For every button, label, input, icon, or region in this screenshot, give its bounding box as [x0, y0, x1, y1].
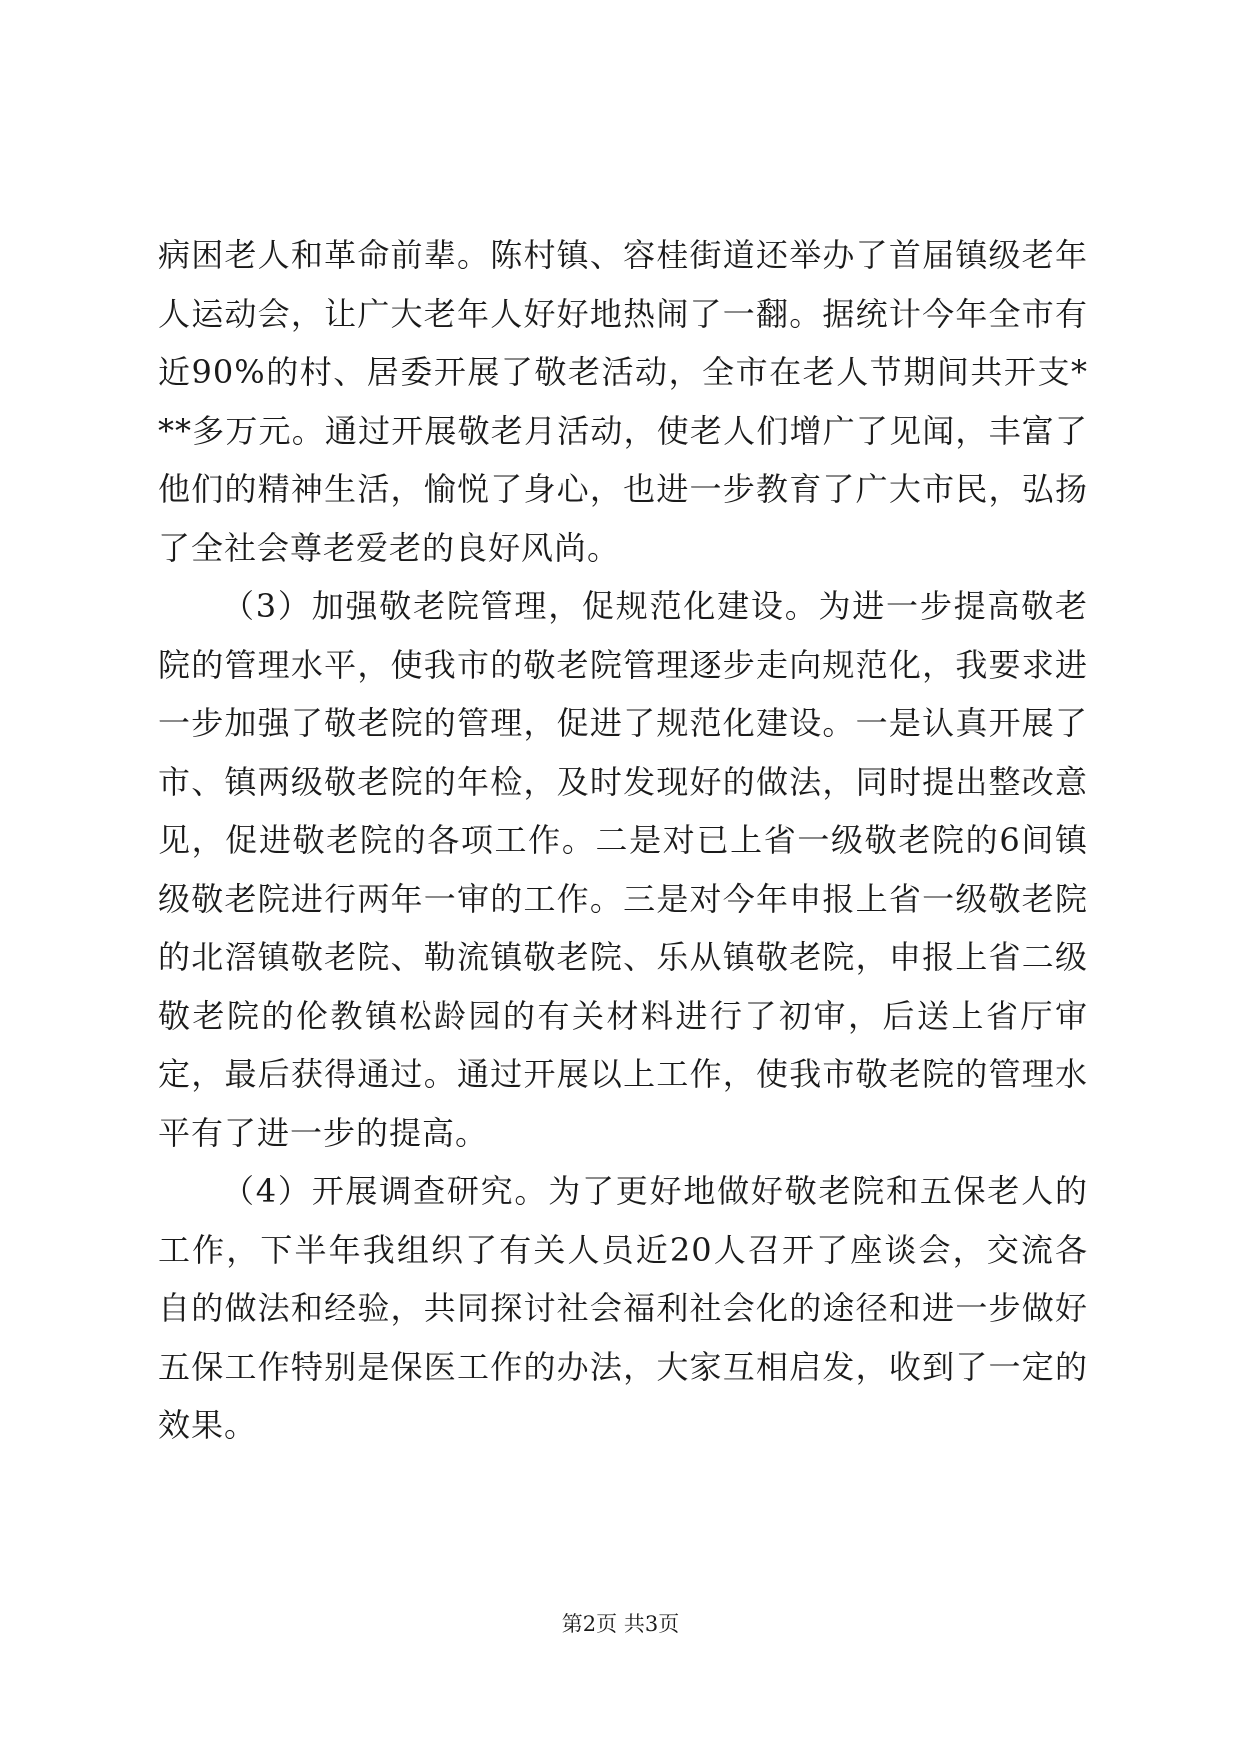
- paragraph-elderly-activities: 病困老人和革命前辈。陈村镇、容桂街道还举办了首届镇级老年人运动会，让广大老年人好好地热闹了一翻。据统计今年全市有近90%的村、居委开展了敬老活动，全市在老人节期间共开支***多万元。通过开展敬老月活动，使老人们增广了见闻，丰富了他们的精神生活，愉悦了身心，也进一步教育了广大市民，弘扬了全社会尊老爱老的良好风尚。: [158, 236, 1088, 567]
- paragraph-research: （4）开展调查研究。为了更好地做好敬老院和五保老人的工作，下半年我组织了有关人员近20人召开了座谈会，交流各自的做法和经验，共同探讨社会福利社会化的途径和进一步做好五保工作特别是保医工作的办法，大家互相启发，收到了一定的效果。: [158, 1172, 1088, 1444]
- document-body: [158, 226, 1088, 1455]
- page-number-footer: 第2页 共3页: [561, 1612, 680, 1636]
- paragraph-nursing-home-management: （3）加强敬老院管理，促规范化建设。为进一步提高敬老院的管理水平，使我市的敬老院管理逐步走向规范化，我要求进一步加强了敬老院的管理，促进了规范化建设。一是认真开展了市、镇两级敬老院的年检，及时发现好的做法，同时提出整改意见，促进敬老院的各项工作。二是对已上省一级敬老院的6间镇级敬老院进行两年一审的工作。三是对今年申报上省一级敬老院的北滘镇敬老院、勒流镇敬老院、乐从镇敬老院，申报上省二级敬老院的伦教镇松龄园的有关材料进行了初审，后送上省厅审定，最后获得通过。通过开展以上工作，使我市敬老院的管理水平有了进一步的提高。: [158, 587, 1088, 1152]
